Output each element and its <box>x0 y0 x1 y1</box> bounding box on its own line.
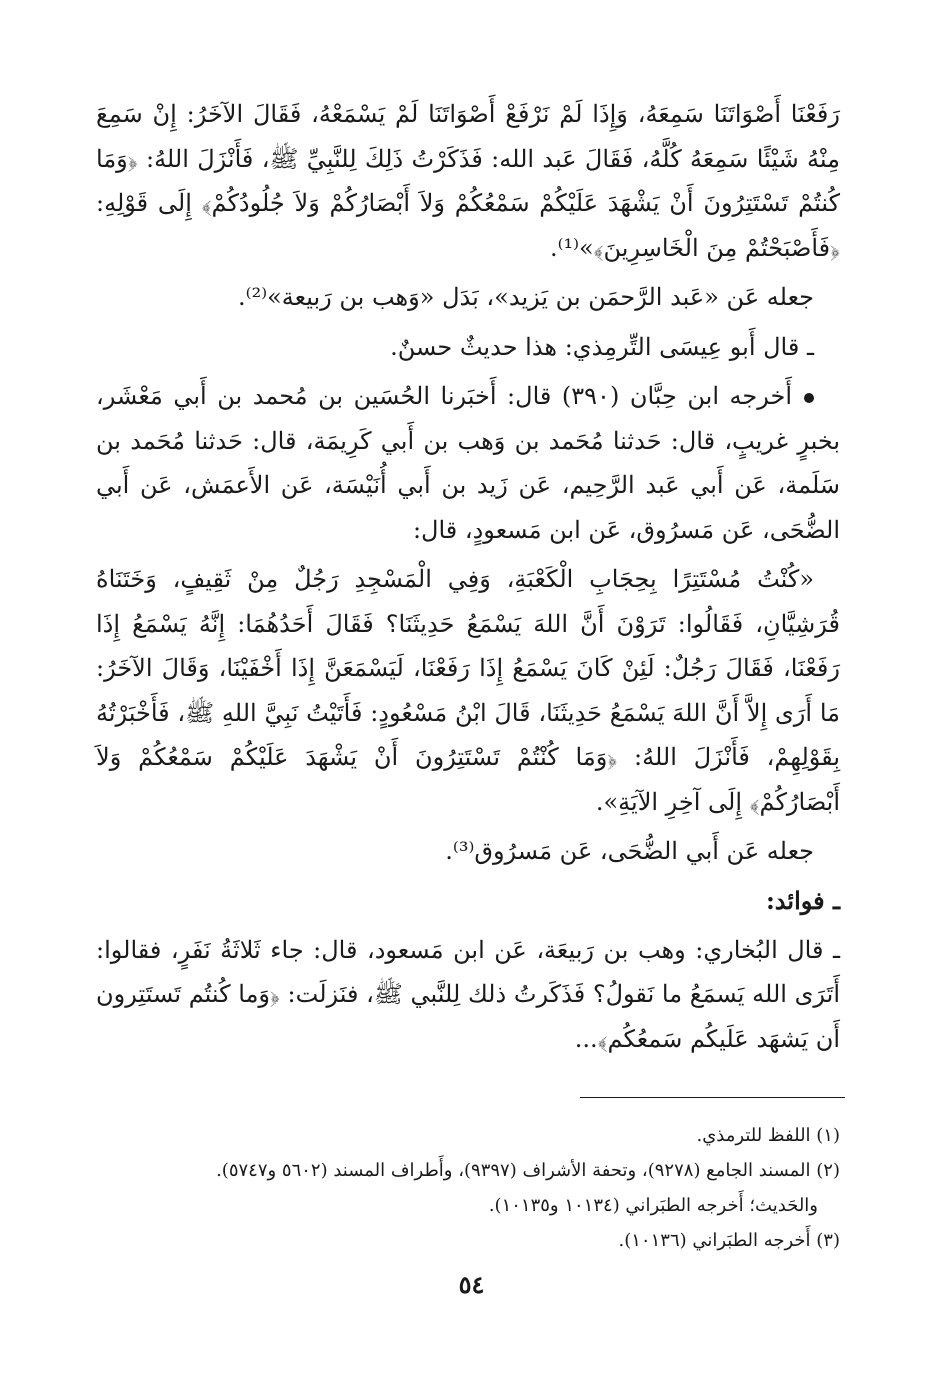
footnote-divider <box>580 1097 845 1098</box>
footnote-1: (١) اللفظ للترمذي. <box>696 1125 840 1146</box>
paragraph-hadith-end: رَفَعْنَا أَصْوَاتَنَا سَمِعَهُ، وَإِذَا لَمْ نَرْفَعْ أَصْوَاتَنَا لَمْ يَسْمَعْهُ، فَقَالَ الآخَرُ: إِنْ سَمِعَ مِنْهُ شَيْئًا سَمِعَهُ كُلَّهُ، فَقَالَ عَبد الله: فَذَكَرْتُ ذَلِكَ لِلنَّبِيِّ ﷺ، فَأَنْزَلَ اللهُ: ﴿وَمَا كُنتُمْ تَسْتَتِرُونَ أَنْ يَشْهَدَ عَلَيْكُمْ سَمْعُكُمْ وَلاَ أَبْصَارُكُمْ وَلاَ جُلُودُكُمْ﴾ إِلَى قَوْلِهِ: ﴿فَأَصْبَحْتُمْ مِنَ الْخَاسِرِينَ﴾»⁽¹⁾. <box>96 100 840 262</box>
footnote-3: (٣) أَخرجه الطبَراني (١٠١٣٦). <box>618 1230 840 1251</box>
paragraph-note-duha: جعله عَن أَبي الضُّحَى، عَن مَسرُوق⁽³⁾. <box>445 837 814 865</box>
footnote-2: (٢) المسند الجامع (٩٢٧٨)، وتحفة الأشراف (٩٣٩٧)، وأَطراف المسند (٥٦٠٢ و٥٧٤٧). <box>216 1160 840 1181</box>
page-number: ٥٤ <box>458 1270 485 1299</box>
bullet-icon <box>804 393 814 403</box>
paragraph-note-narrator: جعله عَن «عَبد الرَّحمَن بن يَزيد»، بَدَل «وَهب بن رَبيعة»⁽²⁾. <box>238 283 814 311</box>
paragraph-ibn-hibban <box>96 374 840 552</box>
paragraph-hadith-text: «كُنْتُ مُسْتَتِرًا بِحِجَابِ الْكَعْبَةِ، وَفِي الْمَسْجِدِ رَجُلٌ مِنْ ثَقِيفٍ، وَخَتَنَاهُ قُرَشِيَّانِ، فَقَالُوا: تَرَوْنَ أَنَّ اللهَ يَسْمَعُ حَدِيثَنَا؟ فَقَالَ أَحَدُهُمَا: إِنَّهُ يَسْمَعُ إِذَا رَفَعْنَا، فَقَالَ رَجُلٌ: لَئِنْ كَانَ يَسْمَعُ إِذَا رَفَعْنَا، لَيَسْمَعَنَّ إِذَا أَخْفَيْنَا، وَقَالَ الآخَرُ: مَا أَرَى إِلاَّ أَنَّ اللهَ يَسْمَعُ حَدِيثَنَا، قَالَ ابْنُ مَسْعُودٍ: فَأَتَيْتُ نَبِيَّ اللهِ ﷺ، فَأَخْبَرْتُهُ بِقَوْلِهِمْ، فَأَنْزَلَ اللهُ: ﴿وَمَا كُنْتُمْ تَسْتَتِرُونَ أَنْ يَشْهَدَ عَلَيْكُمْ سَمْعُكُمْ وَلاَ أَبْصَارُكُمْ﴾ إِلَى آخِرِ الآيَةِ». <box>96 565 840 816</box>
section-heading-fawaid: ـ فوائد: <box>765 885 840 915</box>
footnotes <box>100 1118 840 1258</box>
paragraph-bukhari: ـ قال البُخاري: وهب بن رَبيعَة، عَن ابن مَسعود، قال: جاء ثَلاثَةُ نَفَرٍ، فقالوا: أَتَرَى الله يَسمَعُ ما نَقولُ؟ فَذَكَرتُ ذلك لِلنَّبي ﷺ، فنَزلَت: ﴿وَما كُنتُم تَستَتِرون أَن يَشهَد عَلَيكُم سَمعُكُم﴾... <box>96 935 840 1053</box>
main-text <box>96 92 840 1066</box>
paragraph-ibn-hibban-text: أَخرجه ابن حِبَّان (٣٩٠) قال: أَخبَرنا الحُسَين بن مُحمد بن أَبي مَعْشَر، بخبرٍ غريبٍ، قال: حَدثنا مُحَمد بن وَهب بن أَبي كَرِيمَة، قال: حَدثنا مُحَمد بن سَلَمة، عَن أَبي عَبد الرَّحِيم، عَن زَيد بن أَبي أُنَيْسَة، عَن الأَعمَش، عَن أَبي الضُّحَى، عَن مَسرُوق، عَن ابن مَسعودٍ، قال: <box>96 382 840 544</box>
paragraph-tirmidhi-grade: ـ قال أَبو عِيسَى التِّرمِذي: هذا حديثٌ حسنٌ. <box>390 332 814 361</box>
footnote-2-continuation: والحَديث؛ أَخرجه الطبَراني (١٠١٣٤ و١٠١٣٥). <box>488 1195 818 1216</box>
